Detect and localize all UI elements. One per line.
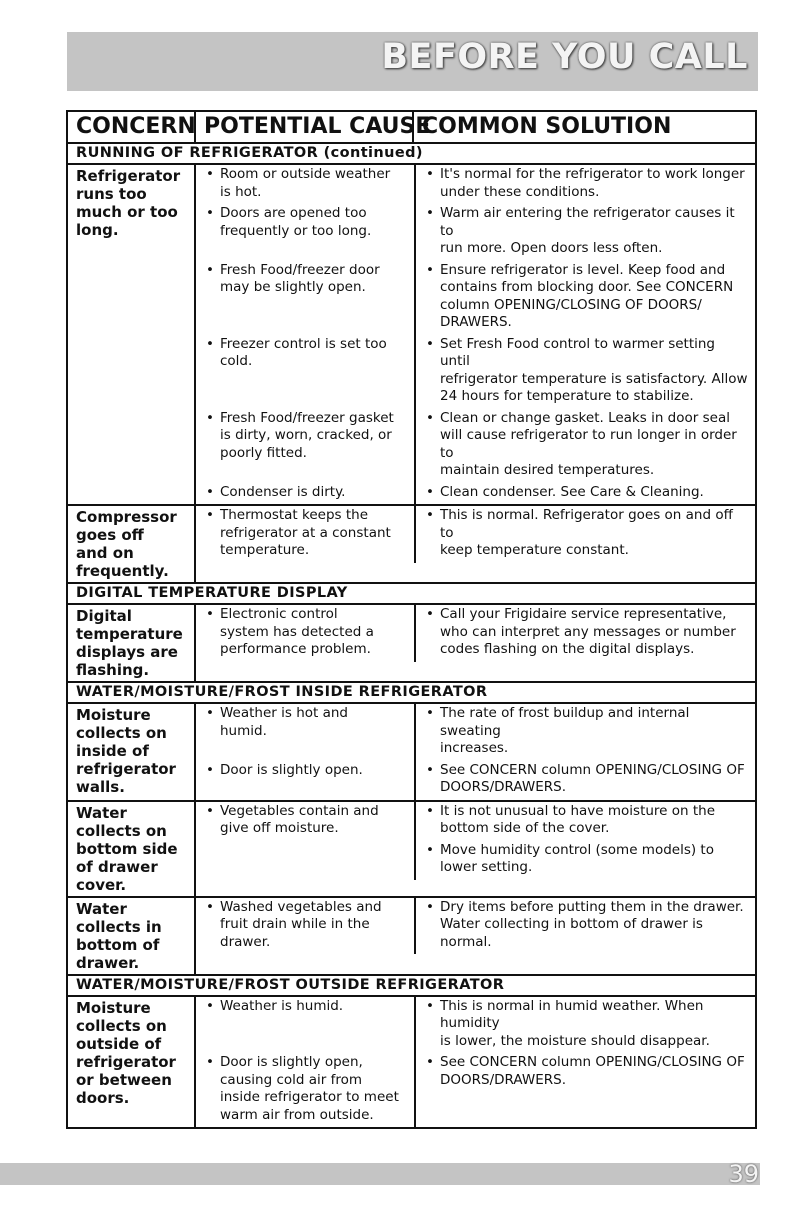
cause-solution-rows <box>194 898 755 974</box>
cause-solution-rows <box>194 165 755 504</box>
table-row <box>196 802 755 841</box>
common-solution: • Move humidity control (some models) to lower setting. <box>414 841 755 880</box>
table-row <box>196 605 755 662</box>
cause-solution-rows <box>194 802 755 896</box>
cause-solution-rows <box>194 997 755 1128</box>
concern-text: Compressor goes off and on frequently. <box>76 508 177 580</box>
potential-cause: • Room or outside weather is hot. <box>196 165 414 204</box>
concern-text: Moisture collects on outside of refrigerator or between doors. <box>76 998 176 1107</box>
potential-cause: • Vegetables contain and give off moisture. <box>196 802 414 841</box>
concern-group <box>68 506 755 584</box>
header-concern: CONCERN <box>76 114 196 139</box>
concern-group <box>68 704 755 802</box>
common-solution: • Clean or change gasket. Leaks in door seal will cause refrigerator to run longer in order to maintain desired temperatures. <box>414 409 755 483</box>
table-row <box>196 483 755 505</box>
common-solution: • Ensure refrigerator is level. Keep food and contains from blocking door. See CONCERN column OPENING/CLOSING OF DOORS/ DRAWERS. <box>414 261 755 335</box>
table-row <box>196 165 755 204</box>
common-solution: • This is normal. Refrigerator goes on and off to keep temperature constant. <box>414 506 755 563</box>
section-title: DIGITAL TEMPERATURE DISPLAY <box>68 584 755 605</box>
potential-cause: • Thermostat keeps the refrigerator at a constant temperature. <box>196 506 414 563</box>
concern-text: Refrigerator runs too much or too long. <box>76 167 181 239</box>
table-body <box>68 144 755 1127</box>
page-number: 39 <box>728 1160 759 1188</box>
potential-cause: • Door is slightly open. <box>196 761 414 800</box>
common-solution: • Dry items before putting them in the drawer. Water collecting in bottom of drawer is normal. <box>414 898 755 955</box>
common-solution: • Clean condenser. See Care & Cleaning. <box>414 483 755 505</box>
table-row <box>196 261 755 335</box>
table-header <box>68 112 755 144</box>
cause-solution-rows <box>194 704 755 800</box>
potential-cause: • Weather is hot and humid. <box>196 704 414 761</box>
table-row <box>196 997 755 1054</box>
concern-text: Digital temperature displays are flashing. <box>76 607 183 679</box>
header-common-solution: COMMON SOLUTION <box>412 112 755 142</box>
common-solution: • Warm air entering the refrigerator causes it to run more. Open doors less often. <box>414 204 755 261</box>
cause-solution-rows <box>194 506 755 582</box>
common-solution: • See CONCERN column OPENING/CLOSING OF DOORS/DRAWERS. <box>414 1053 755 1127</box>
common-solution: • Call your Frigidaire service representative, who can interpret any messages or number codes flashing on the digital displays. <box>414 605 755 662</box>
cause-solution-rows <box>194 605 755 681</box>
potential-cause: • Washed vegetables and fruit drain while in the drawer. <box>196 898 414 955</box>
concern-group <box>68 165 755 506</box>
table-row <box>196 761 755 800</box>
potential-cause: • Electronic control system has detected a performance problem. <box>196 605 414 662</box>
table-row <box>196 506 755 563</box>
potential-cause: • Weather is humid. <box>196 997 414 1054</box>
common-solution: • See CONCERN column OPENING/CLOSING OF DOORS/DRAWERS. <box>414 761 755 800</box>
potential-cause: • Doors are opened too frequently or too long. <box>196 204 414 261</box>
concern-text: Moisture collects on inside of refrigerator walls. <box>76 706 176 796</box>
table-row <box>196 898 755 955</box>
potential-cause <box>196 841 414 880</box>
table-row <box>196 1053 755 1127</box>
footer-bar <box>0 1163 760 1185</box>
concern-group <box>68 997 755 1128</box>
concern-group <box>68 898 755 976</box>
concern-text: Water collects on bottom side of drawer cover. <box>76 803 178 894</box>
potential-cause: • Freezer control is set too cold. <box>196 335 414 409</box>
table-row <box>196 409 755 483</box>
table-row <box>196 335 755 409</box>
table-row <box>196 704 755 761</box>
potential-cause: • Fresh Food/freezer gasket is dirty, worn, cracked, or poorly fitted. <box>196 409 414 483</box>
page-title: BEFORE YOU CALL <box>381 37 748 77</box>
concern-group <box>68 605 755 683</box>
section-title: WATER/MOISTURE/FROST OUTSIDE REFRIGERATOR <box>68 976 755 997</box>
troubleshooting-table <box>66 110 757 1129</box>
section-title: RUNNING OF REFRIGERATOR (continued) <box>68 144 755 165</box>
common-solution: • Set Fresh Food control to warmer setting until refrigerator temperature is satisfactory. Allow 24 hours for temperature to stabilize. <box>414 335 755 409</box>
header-banner <box>67 32 758 91</box>
potential-cause: • Condenser is dirty. <box>196 483 414 505</box>
table-row <box>196 841 755 880</box>
common-solution: • The rate of frost buildup and internal sweating increases. <box>414 704 755 761</box>
header-potential-cause: POTENTIAL CAUSE <box>194 112 412 142</box>
common-solution: • It is not unusual to have moisture on the bottom side of the cover. <box>414 802 755 841</box>
potential-cause: • Door is slightly open, causing cold air from inside refrigerator to meet warm air from outside. <box>196 1053 414 1127</box>
section-title: WATER/MOISTURE/FROST INSIDE REFRIGERATOR <box>68 683 755 704</box>
concern-group <box>68 802 755 898</box>
table-row <box>196 204 755 261</box>
common-solution: • It's normal for the refrigerator to work longer under these conditions. <box>414 165 755 204</box>
concern-text: Water collects in bottom of drawer. <box>76 899 162 972</box>
common-solution: • This is normal in humid weather. When humidity is lower, the moisture should disappear. <box>414 997 755 1054</box>
potential-cause: • Fresh Food/freezer door may be slightly open. <box>196 261 414 335</box>
